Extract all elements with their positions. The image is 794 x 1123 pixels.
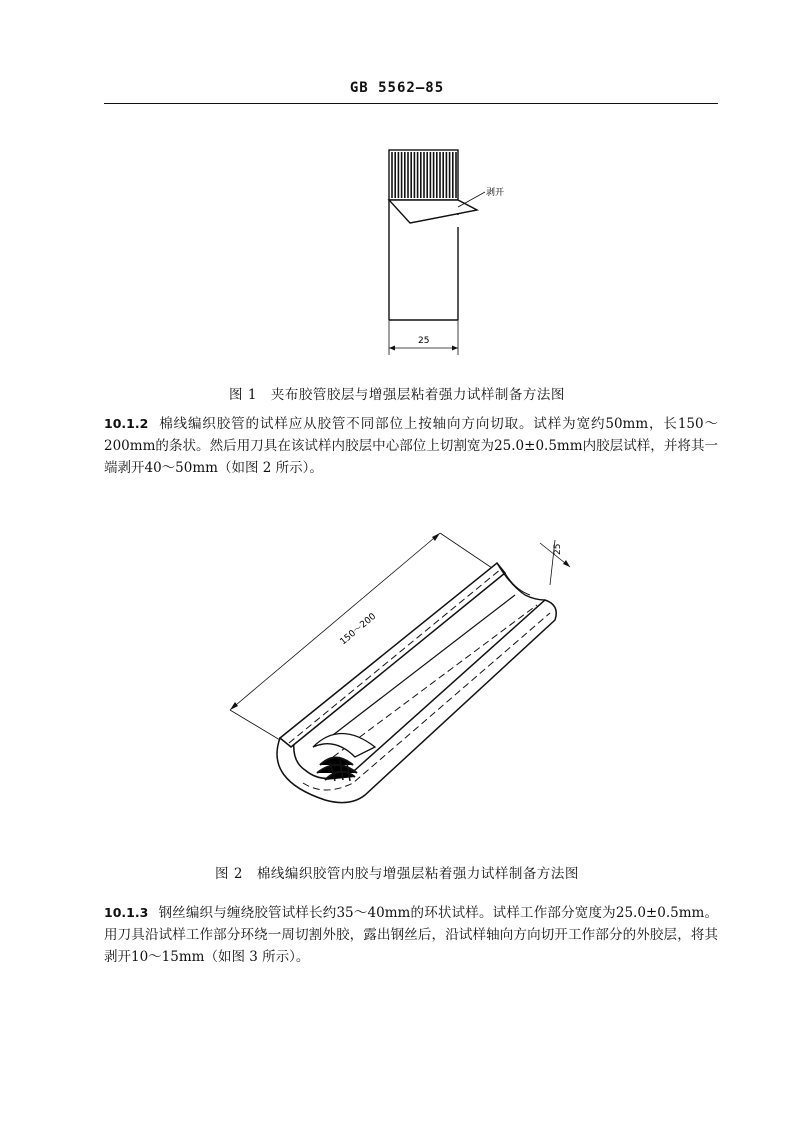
length-dimension-label: 150～200 xyxy=(338,611,379,648)
clause-text: 棉线编织胶管的试样应从胶管不同部位上按轴向方向切取。试样为宽约50mm，长150～200mm的条状。然后用刀具在该试样内胶层中心部位上切割宽为25.0±0.5mm内胶层试样，并将其一端剥开40～50mm（如图 2 所示）。 xyxy=(104,416,718,476)
clause-number: 10.1.3 xyxy=(104,905,149,920)
figure-2-diagram xyxy=(225,525,585,815)
paragraph-10-1-2 xyxy=(104,413,718,479)
figure-1-caption: 图 1 夹布胶管胶层与增强层粘着强力试样制备方法图 xyxy=(229,387,565,403)
standard-number-header: GB 5562—85 xyxy=(349,80,445,96)
peel-label: 剥开 xyxy=(486,188,505,198)
clause-text: 钢丝编织与缠绕胶管试样长约35～40mm的环状试样。试样工作部分宽度为25.0±0.5mm。用刀具沿试样工作部分环绕一周切割外胶，露出钢丝后，沿试样轴向方向切开工作部分的外胶层，将其剥开10～15mm（如图 3 所示）。 xyxy=(104,905,718,965)
width-dimension-label: 25 xyxy=(418,336,430,346)
width-dimension-label-2: 25 xyxy=(553,543,563,555)
paragraph-10-1-3 xyxy=(104,902,718,968)
figure-2-caption: 图 2 棉线编织胶管内胶与增强层粘着强力试样制备方法图 xyxy=(215,866,579,882)
fabric-layer-hatching xyxy=(389,150,458,200)
clause-number: 10.1.2 xyxy=(104,416,149,431)
figure-1-diagram xyxy=(370,145,530,360)
header-rule xyxy=(104,103,718,104)
